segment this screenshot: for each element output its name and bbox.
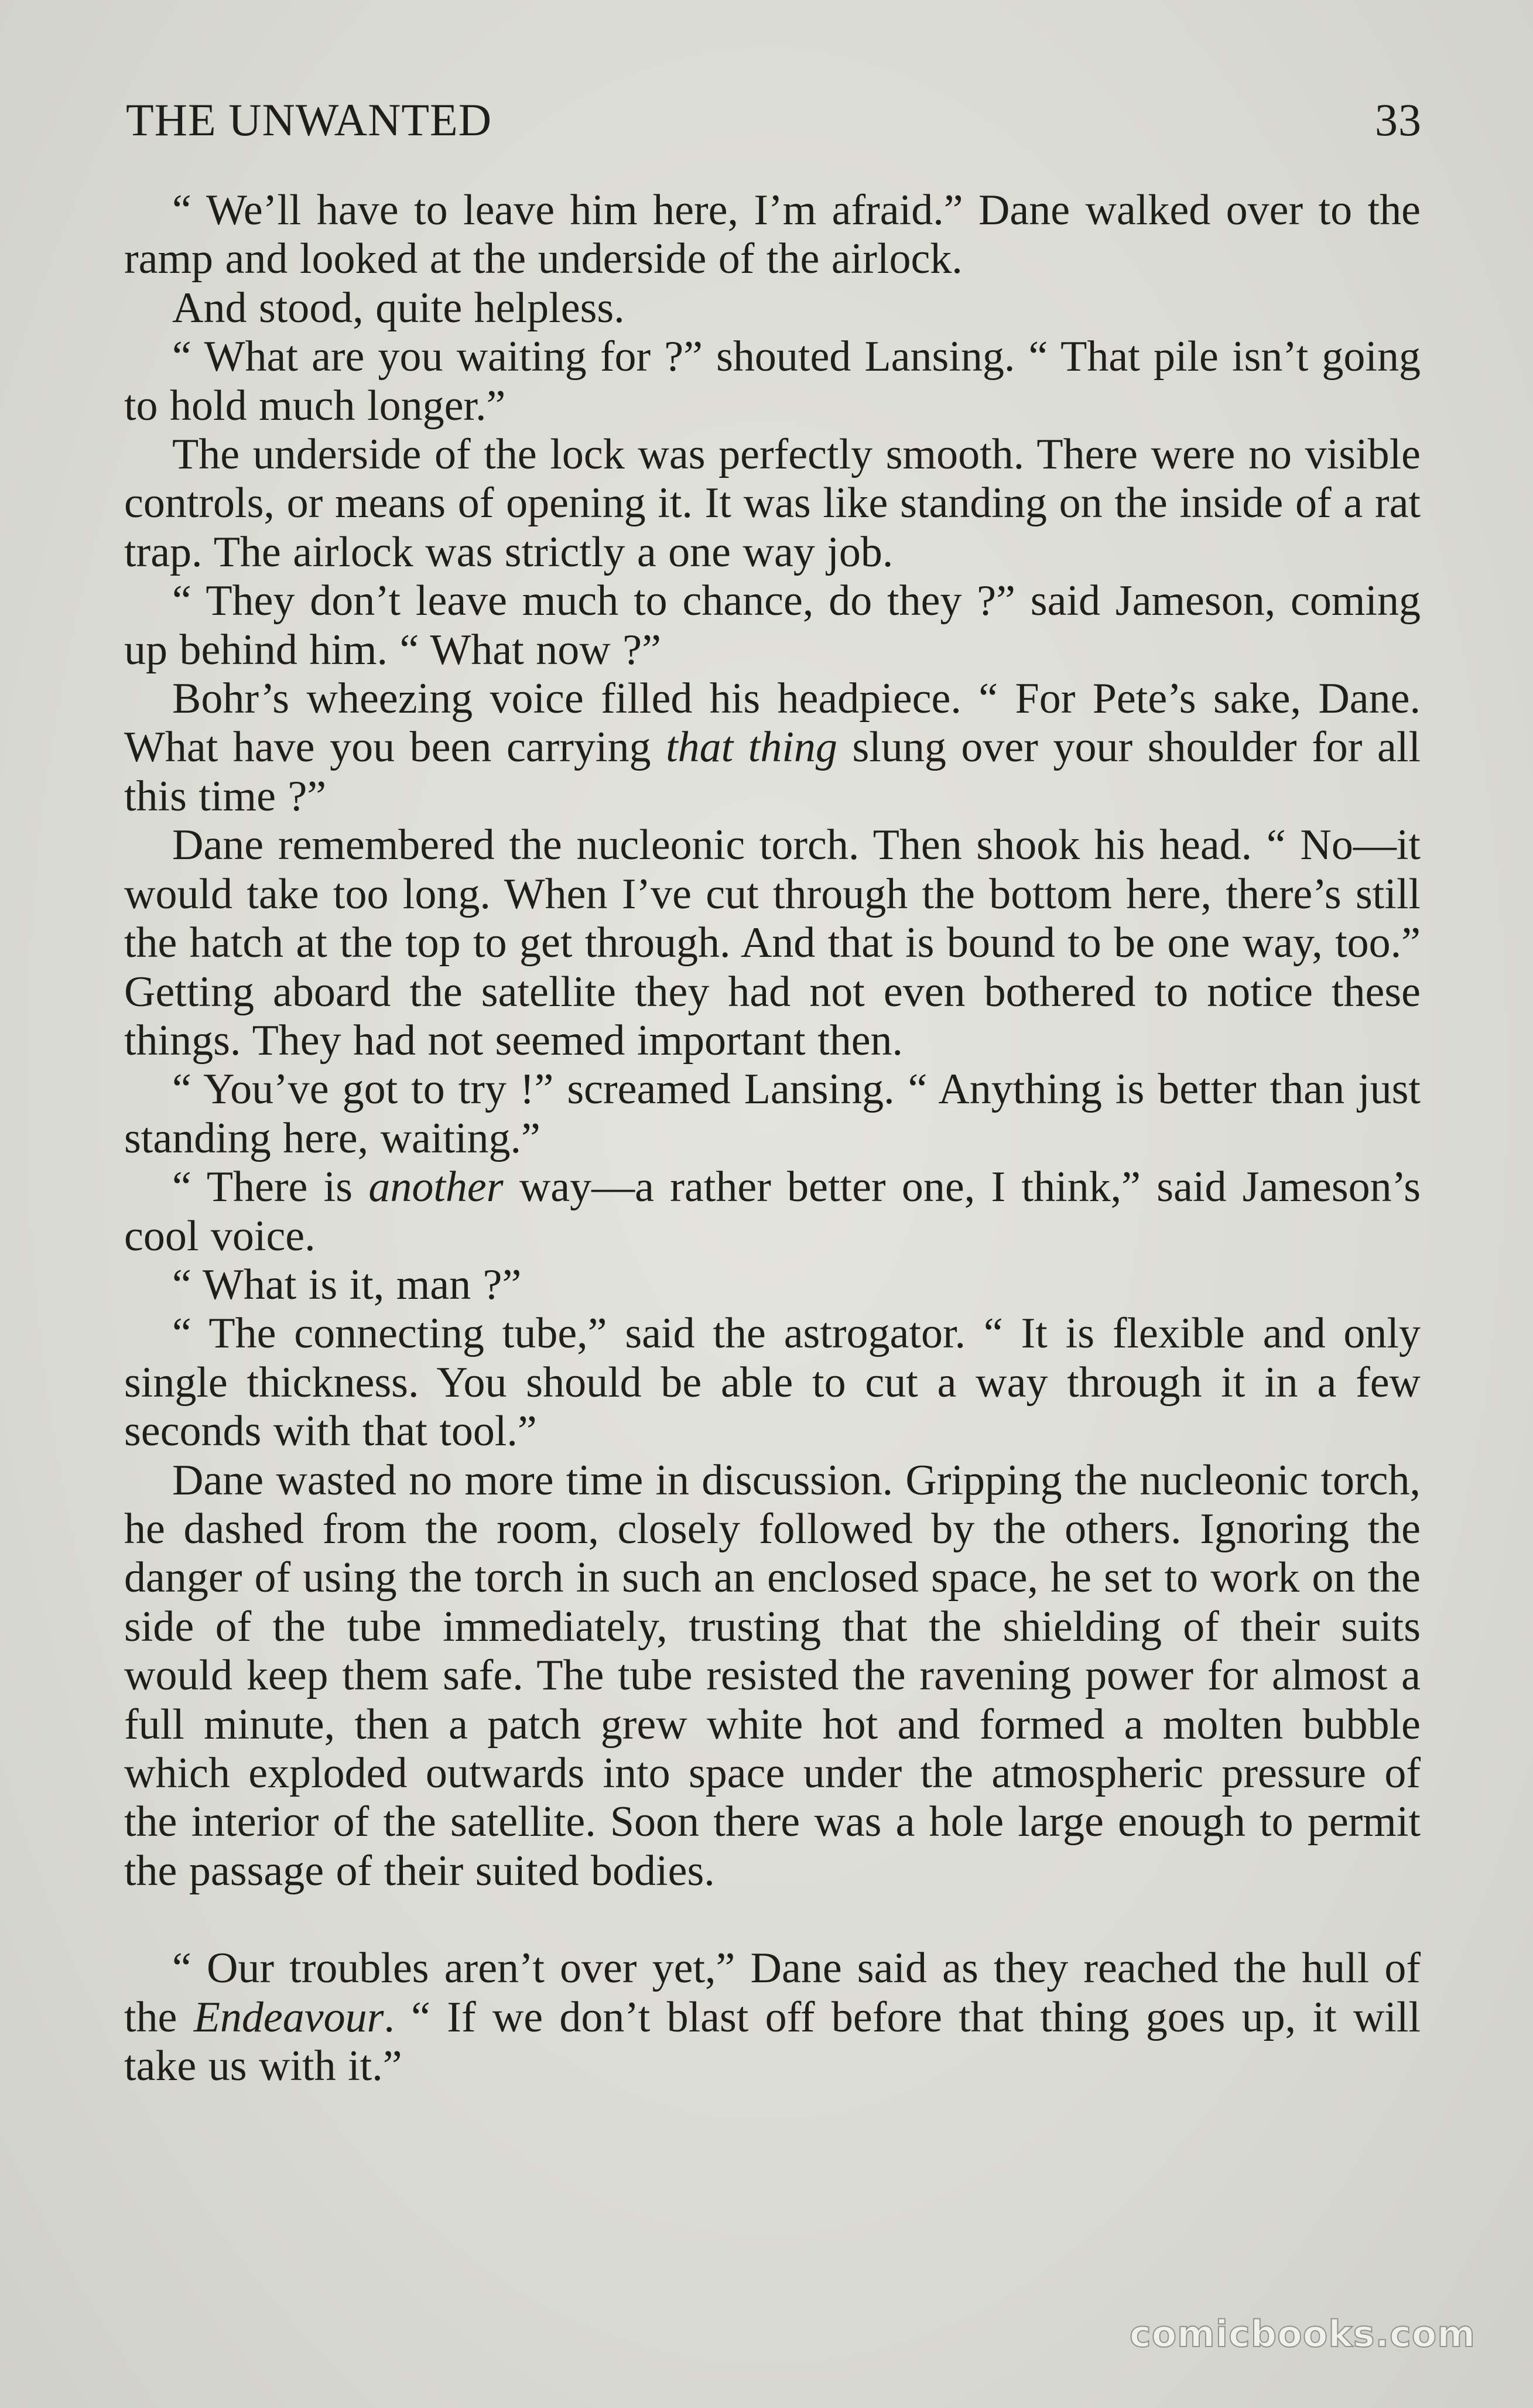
italic-text: another [368, 1163, 504, 1212]
text-run: slung over your shoulder for all this time ?” [124, 723, 1421, 820]
page-number: 33 [1375, 94, 1422, 145]
text-run: Bohr’s wheezing voice filled his headpiece. “ For Pete’s sake, Dane. What have you been carrying [124, 675, 1421, 772]
paragraph [124, 430, 1421, 577]
paragraph [124, 675, 1421, 821]
italic-text: that thing [666, 723, 837, 772]
text-run: The underside of the lock was perfectly smooth. There were no visible controls, or means of opening it. It was like standing on the inside of a rat trap. The airlock was strictly a one way job. [124, 430, 1421, 576]
text-run: “ They don’t leave much to chance, do they ?” said Jameson, coming up behind him. “ What now ?” [124, 577, 1421, 674]
body-text [124, 186, 1421, 2091]
text-run: “ What are you waiting for ?” shouted Lansing. “ That pile isn’t going to hold much longer.” [124, 333, 1421, 430]
paragraph [124, 1456, 1421, 1896]
paragraph [124, 333, 1421, 430]
text-run: “ There is [172, 1163, 369, 1212]
watermark: comicbooks.com [1129, 2313, 1476, 2355]
running-title: THE UNWANTED [126, 94, 492, 145]
paragraph [124, 1163, 1421, 1261]
text-run: Dane remembered the nucleonic torch. Then shook his head. “ No—it would take too long. When I’ve cut through the bottom here, there’s still the hatch at the top to get through. And that is bound to be one way, too.” Getting aboard the satellite they had not even bothered to notice these things. They had not seemed important then. [124, 821, 1421, 1065]
paragraph [124, 186, 1421, 284]
text-run: Dane wasted no more time in discussion. Gripping the nucleonic torch, he dashed from the room, closely followed by the others. Ignoring the danger of using the torch in such an enclosed space, he set to work on the side of the tube immediately, trusting that the shielding of their suits would keep them safe. The tube resisted the ravening power for almost a full minute, then a patch grew white hot and formed a molten bubble which exploded outwards into space under the atmospheric pressure of the interior of the satellite. Soon there was a hole large enough to permit the passage of their suited bodies. [124, 1456, 1421, 1895]
text-run: “ We’ll have to leave him here, I’m afraid.” Dane walked over to the ramp and looked at the underside of the airlock. [124, 186, 1421, 283]
paragraph [124, 1944, 1421, 2091]
paragraph [124, 821, 1421, 1065]
running-header [126, 88, 1422, 152]
text-run: way—a rather better one, I think,” said Jameson’s cool voice. [124, 1163, 1421, 1260]
paragraph [124, 1261, 1421, 1309]
paragraph [124, 1309, 1421, 1456]
paragraph [124, 1065, 1421, 1163]
text-run: “ You’ve got to try !” screamed Lansing. “ Anything is better than just standing here, waiting.” [124, 1065, 1421, 1162]
italic-text: Endeavour [193, 1993, 384, 2041]
text-run: “ What is it, man ?” [172, 1260, 522, 1309]
text-run: “ The connecting tube,” said the astrogator. “ It is flexible and only single thickness. You should be able to cut a way through it in a few seconds with that tool.” [124, 1309, 1421, 1456]
text-run: . “ If we don’t blast off before that thing goes up, it will take us with it.” [124, 1993, 1421, 2091]
text-run: “ Our troubles aren’t over yet,” Dane said as they reached the hull of the [124, 1944, 1421, 2041]
paragraph [124, 577, 1421, 675]
paragraph [124, 284, 1421, 333]
text-run: And stood, quite helpless. [172, 283, 625, 332]
